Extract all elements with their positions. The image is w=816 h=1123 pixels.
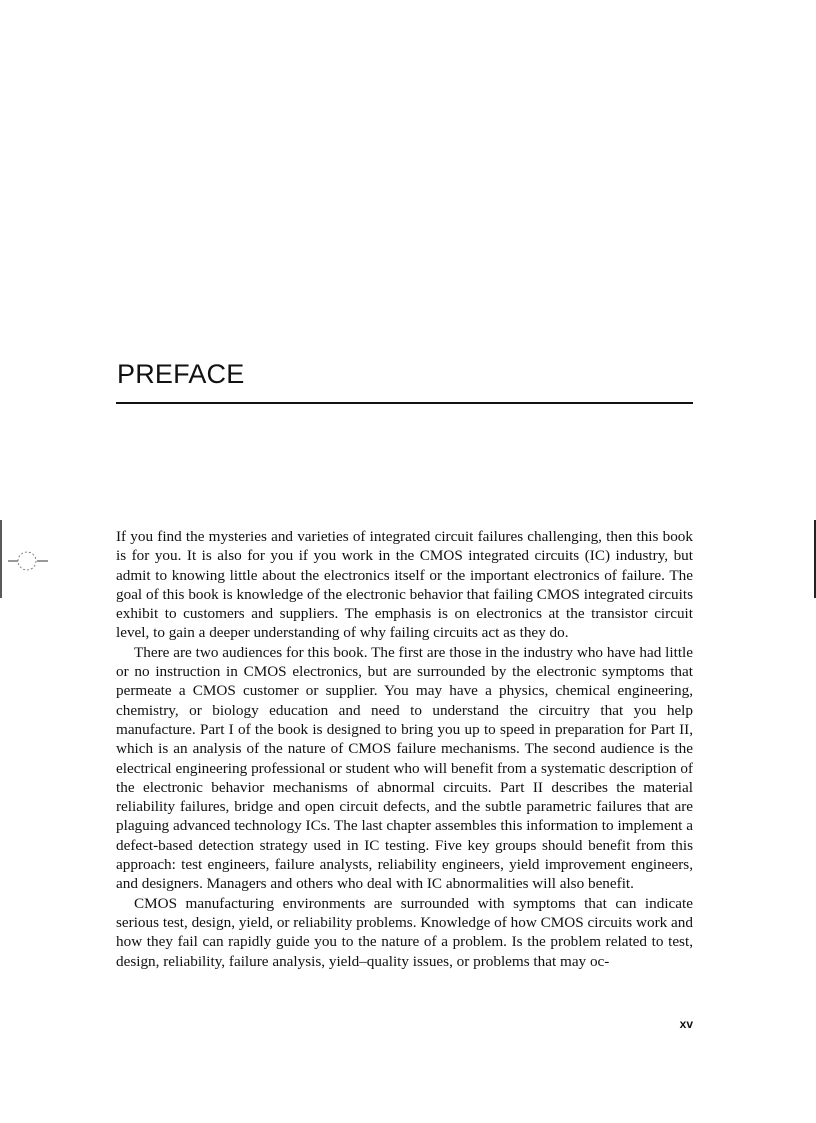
paragraph: There are two audiences for this book. The first are those in the industry who have had little or no instruction in CMOS electronics, but are surrounded by the electronic symptoms that permeate a CMOS customer or supplier. You may have a physics, chemical engineering, chemistry, or biology education and need to understand the circuitry that you help manufacture. Part I of the book is designed to bring you up to speed in preparation for Part II, which is an analysis of the nature of CMOS failure mechanisms. The second audience is the electrical engineering professional or student who will benefit from a systematic description of the electronic behavior mechanisms of abnormal circuits. Part II describes the material reliability failures, bridge and open circuit defects, and the subtle parametric failures that are plaguing advanced technology ICs. The last chapter assembles this information to implement a defect-based detection strategy used in IC testing. Five key groups should benefit from this approach: test engineers, failure analysts, reliability engineers, yield improvement engineers, and designers. Managers and others who deal with IC abnormalities will also benefit. [116, 643, 693, 893]
chapter-title: PREFACE [117, 359, 245, 389]
crop-mark-icon [0, 520, 56, 600]
paragraph: CMOS manufacturing environments are surrounded with symptoms that can indicate serious test, design, yield, or reliability problems. Knowledge of how CMOS circuits work and how they fail can rapidly guide you to the nature of a problem. Is the problem related to test, design, reliability, failure analysis, yield–quality issues, or problems that may oc- [116, 894, 693, 970]
body-text [116, 527, 693, 971]
title-rule [116, 402, 693, 404]
page-number: xv [679, 1017, 693, 1031]
paragraph: If you find the mysteries and varieties of integrated circuit failures challenging, then this book is for you. It is also for you if you work in the CMOS integrated circuits (IC) industry, but admit to knowing little about the electronics itself or the important electronics of failure. The goal of this book is knowledge of the electronic behavior that failing CMOS integrated circuits exhibit to customers and suppliers. The emphasis is on electronics at the transistor circuit level, to gain a deeper understanding of why failing circuits act as they do. [116, 528, 693, 642]
